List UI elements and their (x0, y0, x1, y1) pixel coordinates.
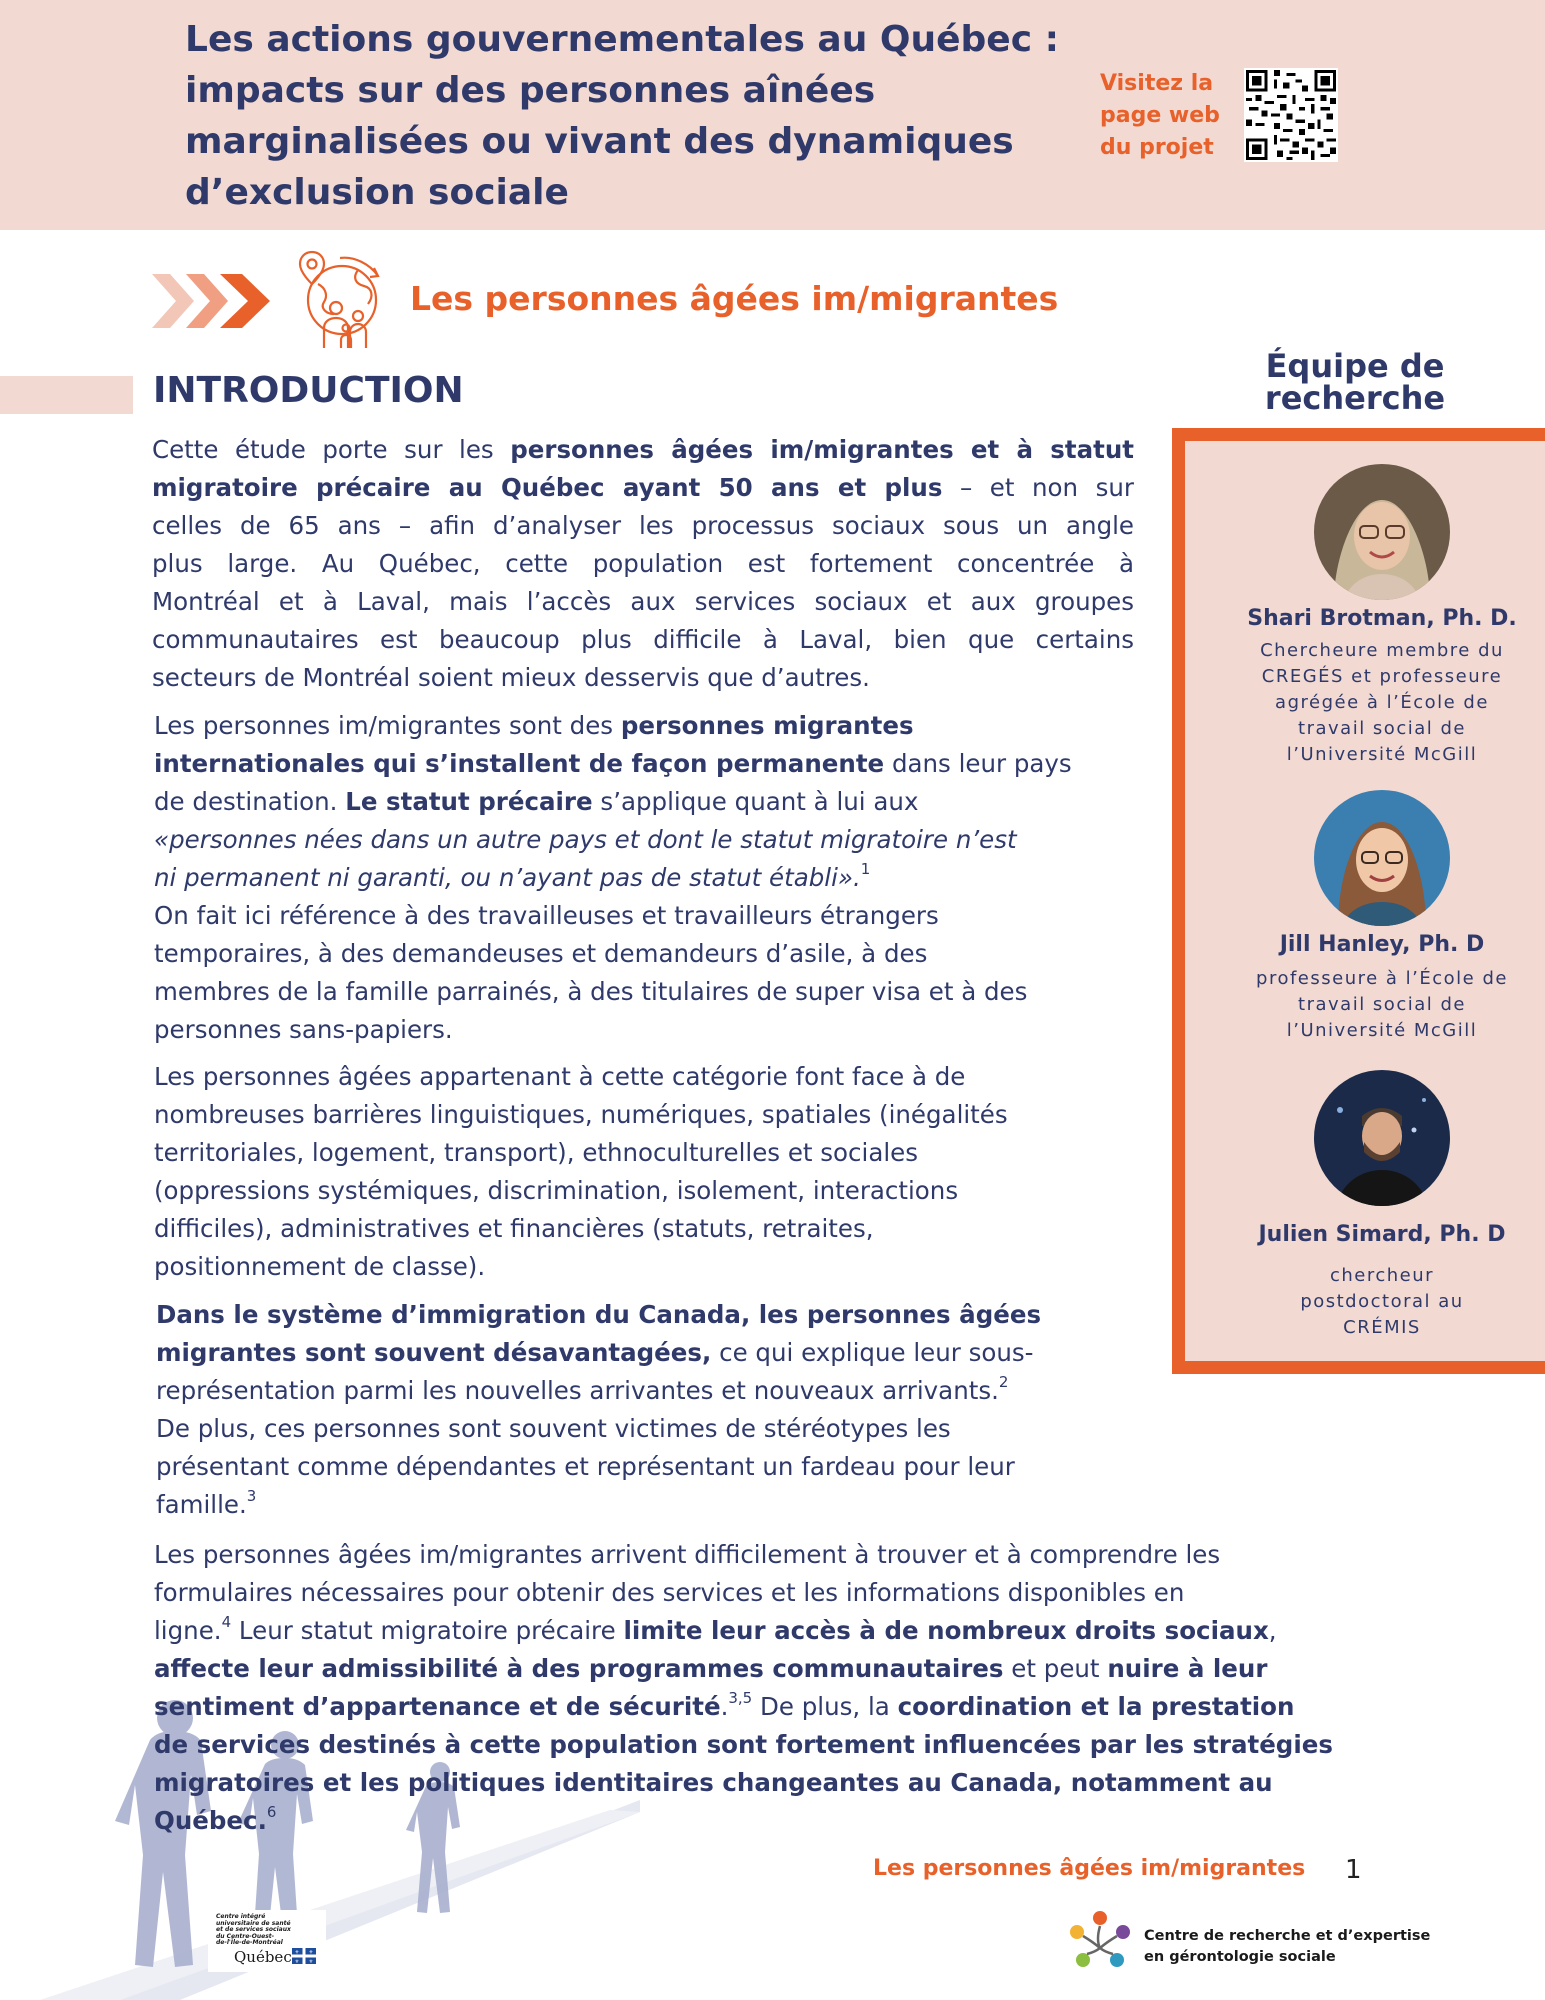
text-line (156, 1334, 1146, 1372)
paragraph-3 (154, 1058, 1144, 1286)
ciusss-line: Centre intégré (216, 1913, 266, 1920)
role-line: l’Université McGill (1286, 744, 1478, 765)
ciusss-text (216, 1914, 296, 1947)
text-line: secteurs de Montréal soient mieux desservis que d’autres. (152, 663, 870, 692)
text-run: Cette étude porte sur les (152, 435, 511, 464)
text-run: dans leur pays (884, 749, 1072, 778)
bold-run: migratoire précaire au Québec ayant 50 ans et plus (152, 473, 943, 502)
role-line: travail social de (1298, 994, 1466, 1015)
text-run: s’applique quant à lui aux (592, 787, 919, 816)
text-line: plus large. Au Québec, cette population est fortement concentrée à (152, 549, 1134, 578)
text-line (154, 707, 1144, 745)
title-line: impacts sur des personnes aînées (185, 70, 876, 111)
text-run: Les personnes im/migrantes sont des (154, 711, 621, 740)
bold-run: Dans le système d’immigration du Canada, les personnes âgées (156, 1300, 1042, 1329)
team-title-line: Équipe de (1265, 347, 1445, 385)
quebec-flag-icon (292, 1948, 316, 1964)
text-line (154, 821, 1144, 859)
svg-text:⚜: ⚜ (294, 1949, 300, 1956)
cregs-line: en gérontologie sociale (1144, 1949, 1336, 1965)
text-line: temporaires, à des demandeuses et demandeurs d’asile, à des (154, 939, 928, 968)
avatar-jill-hanley (1314, 790, 1450, 926)
text-line: membres de la famille parrainés, à des titulaires de super visa et à des (154, 977, 1028, 1006)
role-line: CRÉMIS (1343, 1317, 1421, 1338)
title-line: marginalisées ou vivant des dynamiques (185, 121, 1014, 162)
footnote-ref[interactable]: 4 (221, 1613, 232, 1631)
team-title-line: recherche (1264, 379, 1446, 417)
bold-run: personnes âgées im/migrantes et à statut (510, 435, 1134, 464)
migration-family-icon (296, 248, 388, 360)
svg-text:⚜: ⚜ (294, 1959, 300, 1964)
role-line: Chercheure membre du (1260, 640, 1504, 661)
header-band (0, 0, 1545, 230)
heading-accent-bar (0, 376, 133, 414)
bold-run: Le statut précaire (345, 787, 593, 816)
text-line: présentant comme dépendantes et représentant un fardeau pour leur (156, 1452, 1015, 1481)
footnote-ref[interactable]: 6 (266, 1803, 277, 1821)
footnote-ref[interactable]: 1 (860, 860, 871, 878)
title-line: Les actions gouvernementales au Québec : (185, 19, 1059, 60)
cregs-line: Centre de recherche et d’expertise (1144, 1928, 1431, 1944)
ciusss-line: et de services sociaux (216, 1926, 291, 1933)
text-line: territoriales, logement, transport), ethnoculturelles et sociales (154, 1138, 918, 1167)
paragraph-4 (156, 1296, 1146, 1524)
text-line: nombreuses barrières linguistiques, numériques, spatiales (inégalités (154, 1100, 1008, 1129)
section-title: Les personnes âgées im/migrantes (410, 279, 1059, 318)
text-line (154, 1726, 1404, 1764)
bold-run: internationales qui s’installent de façon permanente (154, 749, 885, 778)
text-line: De plus, ces personnes sont souvent victimes de stéréotypes les (156, 1414, 951, 1443)
bold-run: sentiment d’appartenance et de sécurité (154, 1692, 721, 1721)
text-line (154, 1612, 1404, 1650)
footnote-ref[interactable]: 3,5 (728, 1689, 753, 1707)
bold-run: nuire à leur (1107, 1654, 1268, 1683)
intro-heading: INTRODUCTION (153, 370, 464, 411)
paragraph-5 (154, 1536, 1404, 1840)
bold-run: migratoires et les politiques identitaires changeantes au Canada, notamment au (154, 1768, 1273, 1797)
text-line: formulaires nécessaires pour obtenir des services et les informations disponibles en (154, 1578, 1185, 1607)
text-line (154, 1802, 1404, 1840)
text-line (152, 431, 1134, 469)
text-line (156, 1296, 1146, 1334)
bold-run: coordination et la prestation (897, 1692, 1295, 1721)
team-title (1215, 347, 1495, 417)
text-line: personnes sans-papiers. (154, 1015, 453, 1044)
role-line: agrégée à l’École de (1275, 692, 1489, 713)
cregs-flower-icon (1065, 1908, 1135, 1982)
text-run: ligne. (154, 1616, 222, 1645)
text-run: , (1268, 1616, 1277, 1645)
text-line (154, 783, 1144, 821)
quote-run: «personnes nées dans un autre pays et dont le statut migratoire n’est (154, 825, 1017, 854)
member-name: Jill Hanley, Ph. D (1279, 932, 1485, 957)
svg-text:⚜: ⚜ (308, 1949, 314, 1956)
text-line: difficiles), administratives et financières (statuts, retraites, (154, 1214, 874, 1243)
text-line (154, 1688, 1404, 1726)
text-run: et peut (1003, 1654, 1108, 1683)
text-line: positionnement de classe). (154, 1252, 486, 1281)
paragraph-2 (154, 707, 1144, 1049)
ciusss-quebec-logo (208, 1910, 326, 1972)
visit-line: page web (1100, 103, 1220, 128)
member-name: Shari Brotman, Ph. D. (1247, 606, 1517, 631)
text-run: famille. (156, 1490, 247, 1519)
project-webpage-link[interactable] (1100, 68, 1230, 164)
visit-line: du projet (1100, 135, 1214, 160)
role-line: postdoctoral au (1300, 1291, 1464, 1312)
text-line (154, 859, 1144, 897)
qr-code-icon[interactable] (1244, 68, 1338, 162)
role-line: chercheur (1329, 1265, 1435, 1286)
quote-run: ni permanent ni garanti, ou n’ayant pas de statut établi». (154, 863, 861, 892)
ciusss-line: de-l'Île-de-Montréal (216, 1939, 283, 1946)
avatar-julien-simard (1314, 1070, 1450, 1206)
footnote-ref[interactable]: 2 (998, 1373, 1009, 1391)
text-line (152, 469, 1134, 507)
text-run: Leur statut migratoire précaire (231, 1616, 624, 1645)
text-run: représentation parmi les nouvelles arrivantes et nouveaux arrivants. (156, 1376, 999, 1405)
footer-section-label: Les personnes âgées im/migrantes (873, 1856, 1306, 1881)
text-run: . (720, 1692, 729, 1721)
quebec-wordmark: Québec (234, 1948, 292, 1966)
text-line (154, 1764, 1404, 1802)
text-line (154, 1650, 1404, 1688)
bold-run: Québec. (154, 1806, 267, 1835)
text-run: ce qui explique leur sous- (711, 1338, 1034, 1367)
page-number: 1 (1345, 1855, 1362, 1885)
role-line: l’Université McGill (1286, 1020, 1478, 1041)
bold-run: affecte leur admissibilité à des programmes communautaires (154, 1654, 1004, 1683)
role-line: professeure à l’École de (1256, 968, 1508, 989)
bold-run: de services destinés à cette population sont fortement influencées par les stratégies (154, 1730, 1333, 1759)
text-line: celles de 65 ans – afin d’analyser les processus sociaux sous un angle (152, 511, 1134, 540)
role-line: travail social de (1298, 718, 1466, 739)
paragraph-1 (152, 431, 1134, 697)
text-line: On fait ici référence à des travailleuses et travailleurs étrangers (154, 901, 939, 930)
chevron-arrows-icon (152, 268, 272, 338)
text-run: De plus, la (752, 1692, 898, 1721)
cregs-name (1144, 1926, 1430, 1968)
text-line: communautaires est beaucoup plus difficile à Laval, bien que certains (152, 625, 1134, 654)
member-role (1232, 966, 1532, 1044)
text-line: (oppressions systémiques, discrimination, isolement, interactions (154, 1176, 959, 1205)
role-line: CREGÉS et professeure (1261, 666, 1503, 687)
title-line: d’exclusion sociale (185, 172, 569, 213)
text-run: de destination. (154, 787, 346, 816)
member-role (1232, 638, 1532, 768)
bold-run: personnes migrantes (620, 711, 914, 740)
visit-line: Visitez la (1100, 71, 1214, 96)
document-title (185, 14, 1085, 218)
text-line: Les personnes âgées im/migrantes arrivent difficilement à trouver et à comprendre les (154, 1540, 1221, 1569)
footnote-ref[interactable]: 3 (246, 1487, 257, 1505)
member-name: Julien Simard, Ph. D (1258, 1222, 1506, 1247)
text-line: Montréal et à Laval, mais l’accès aux services sociaux et aux groupes (152, 587, 1134, 616)
svg-text:⚜: ⚜ (308, 1959, 314, 1964)
member-role (1232, 1263, 1532, 1341)
text-line (156, 1486, 1146, 1524)
ciusss-line: du Centre-Ouest- (216, 1932, 275, 1940)
text-run: – et non sur (942, 473, 1134, 502)
text-line (154, 745, 1144, 783)
bold-run: limite leur accès à de nombreux droits sociaux (623, 1616, 1269, 1645)
avatar-shari-brotman (1314, 464, 1450, 600)
ciusss-line: universitaire de santé (216, 1919, 291, 1927)
text-line: Les personnes âgées appartenant à cette catégorie font face à de (154, 1062, 966, 1091)
text-line (156, 1372, 1146, 1410)
bold-run: migrantes sont souvent désavantagées, (156, 1338, 712, 1367)
